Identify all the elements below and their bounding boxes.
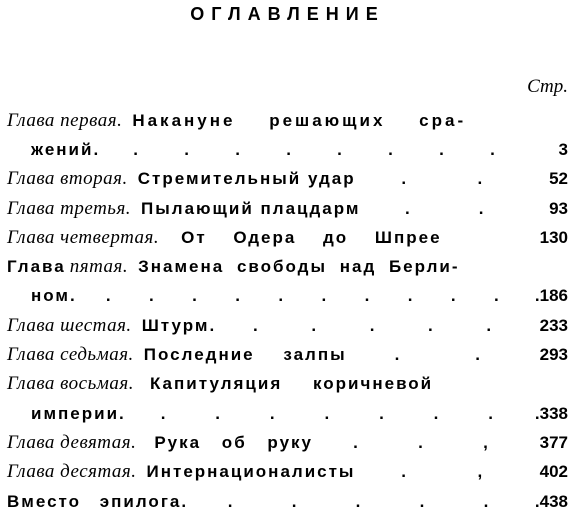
toc-entry-5: [7, 252, 568, 281]
chapter-label: Глава десятая.: [7, 461, 137, 483]
chapter-title-line2: ном.: [31, 286, 77, 306]
leader-dots: . . ,: [353, 432, 488, 452]
toc-entry-6: [7, 311, 568, 340]
page-number: 93: [549, 198, 568, 218]
chapter-label: Глава шестая.: [7, 314, 132, 336]
chapter-title: Вместо эпилога.: [7, 491, 189, 511]
toc-entry-2: [7, 165, 568, 194]
toc-entry-8-cont: [7, 399, 568, 428]
page-number: 52: [549, 169, 568, 189]
chapter-title: Стремительный удар: [137, 169, 356, 189]
chapter-title-line1: Накануне решающих сра-: [132, 110, 467, 130]
chapter-label: Глава третья.: [7, 197, 132, 219]
chapter-label: Глава вторая.: [7, 168, 128, 190]
page-title: ОГЛАВЛЕНИЕ: [190, 4, 385, 24]
chapter-label: Глава первая.: [7, 109, 123, 131]
page-number: 233: [539, 315, 568, 335]
chapter-title: Рука об руку: [154, 432, 313, 452]
chapter-title: Последние залпы: [143, 345, 347, 365]
toc-entry-1: [7, 106, 568, 135]
chapter-title-line1: Знамена свободы над Берли-: [138, 257, 460, 277]
toc-entry-3: [7, 194, 568, 223]
toc-entry-5-cont: [7, 282, 568, 311]
leader-dots: . ,: [401, 462, 483, 482]
leader-dots: . . . . .: [227, 491, 489, 511]
page-number: .186: [534, 286, 568, 306]
leader-dots: . . . . .: [253, 315, 492, 335]
page-number: 130: [539, 227, 568, 247]
chapter-label: Глава восьмая.: [7, 373, 134, 395]
leader-dots: . .: [394, 345, 481, 365]
pages-column-label: Стр.: [527, 76, 568, 97]
toc-entry-11: [7, 487, 568, 516]
table-of-contents: [7, 106, 568, 516]
chapter-label: Глава четвертая.: [7, 226, 160, 248]
chapter-title: Интернационалисты: [146, 462, 356, 482]
leader-dots: . .: [401, 169, 483, 189]
toc-entry-8: [7, 370, 568, 399]
toc-entry-9: [7, 428, 568, 457]
leader-dots: . . . . . . . . . .: [105, 286, 499, 306]
chapter-title: Пылающий плацдарм: [141, 198, 361, 218]
toc-entry-1-cont: [7, 135, 568, 164]
toc-entry-7: [7, 340, 568, 369]
page-number: 402: [539, 462, 568, 482]
toc-entry-10: [7, 458, 568, 487]
page-number: .338: [534, 403, 568, 423]
chapter-title-line1: Капитуляция коричневой: [149, 374, 434, 394]
leader-dots: . .: [404, 198, 484, 218]
leader-dots: . . . . . . . .: [133, 139, 495, 159]
page-number: 3: [558, 139, 568, 159]
chapter-label-prefix: Глава: [7, 257, 66, 277]
leader-dots: . . . . . . .: [160, 403, 493, 423]
chapter-title-line2: жений.: [31, 139, 101, 159]
page-number: .438: [534, 491, 568, 511]
chapter-label: Глава девятая.: [7, 431, 137, 453]
chapter-label: Глава седьмая.: [7, 344, 134, 366]
page-number: 293: [539, 345, 568, 365]
page-number: 377: [539, 432, 568, 452]
chapter-title-line2: империи.: [31, 403, 126, 423]
toc-entry-4: [7, 223, 568, 252]
chapter-title: Штурм.: [141, 315, 217, 335]
chapter-label: пятая.: [69, 256, 129, 278]
chapter-title: От Одера до Шпрее: [181, 227, 442, 247]
